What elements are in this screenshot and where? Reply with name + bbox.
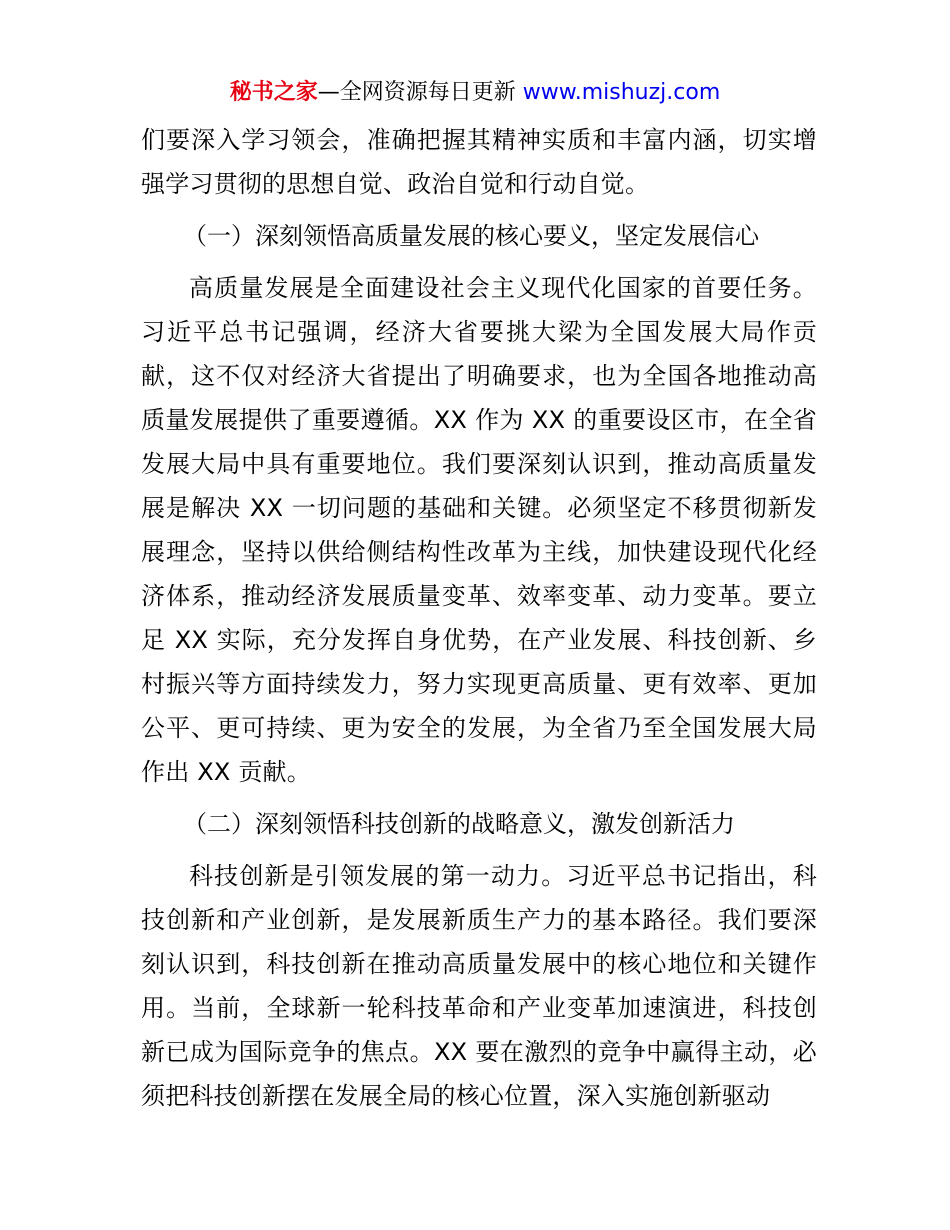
site-tagline: —全网资源每日更新 [317,80,523,105]
site-brand: 秘书之家 [229,80,318,105]
document-body [141,118,817,1118]
body-paragraph-1: 高质量发展是全面建设社会主义现代化国家的首要任务。习近平总书记强调，经济大省要挑大梁为全国发展大局作贡献，这不仅对经济大省提出了明确要求，也为全国各地推动高质量发展提供了重要遵循。XX 作为 XX 的重要设区市，在全省发展大局中具有重要地位。我们要深刻认识到，推动高质量发展是解决 XX 一切问题的基础和关键。必须坚定不移贯彻新发展理念，坚持以供给侧结构性改革为主线，加快建设现代化经济体系，推动经济发展质量变革、效率变革、动力变革。要立足 XX 实际，充分发挥自身优势，在产业发展、科技创新、乡村振兴等方面持续发力，努力实现更高质量、更有效率、更加公平、更可持续、更为安全的发展，为全省乃至全国发展大局作出 XX 贡献。 [141,274,817,786]
site-url-link[interactable]: www.mishuzj.com [522,80,721,105]
section-heading-1: （一）深刻领悟高质量发展的核心要义，坚定发展信心 [183,222,759,250]
continuation-paragraph: 们要深入学习领会，准确把握其精神实质和丰富内涵，切实增强学习贯彻的思想自觉、政治自觉和行动自觉。 [141,126,817,198]
body-paragraph-2: 科技创新是引领发展的第一动力。习近平总书记指出，科技创新和产业创新，是发展新质生产力的基本路径。我们要深刻认识到，科技创新在推动高质量发展中的核心地位和关键作用。当前，全球新一轮科技革命和产业变革加速演进，科技创新已成为国际竞争的焦点。XX 要在激烈的竞争中赢得主动，必须把科技创新摆在发展全局的核心位置，深入实施创新驱动 [141,862,817,1110]
site-header [0,78,950,108]
section-heading-2: （二）深刻领悟科技创新的战略意义，激发创新活力 [183,810,735,838]
